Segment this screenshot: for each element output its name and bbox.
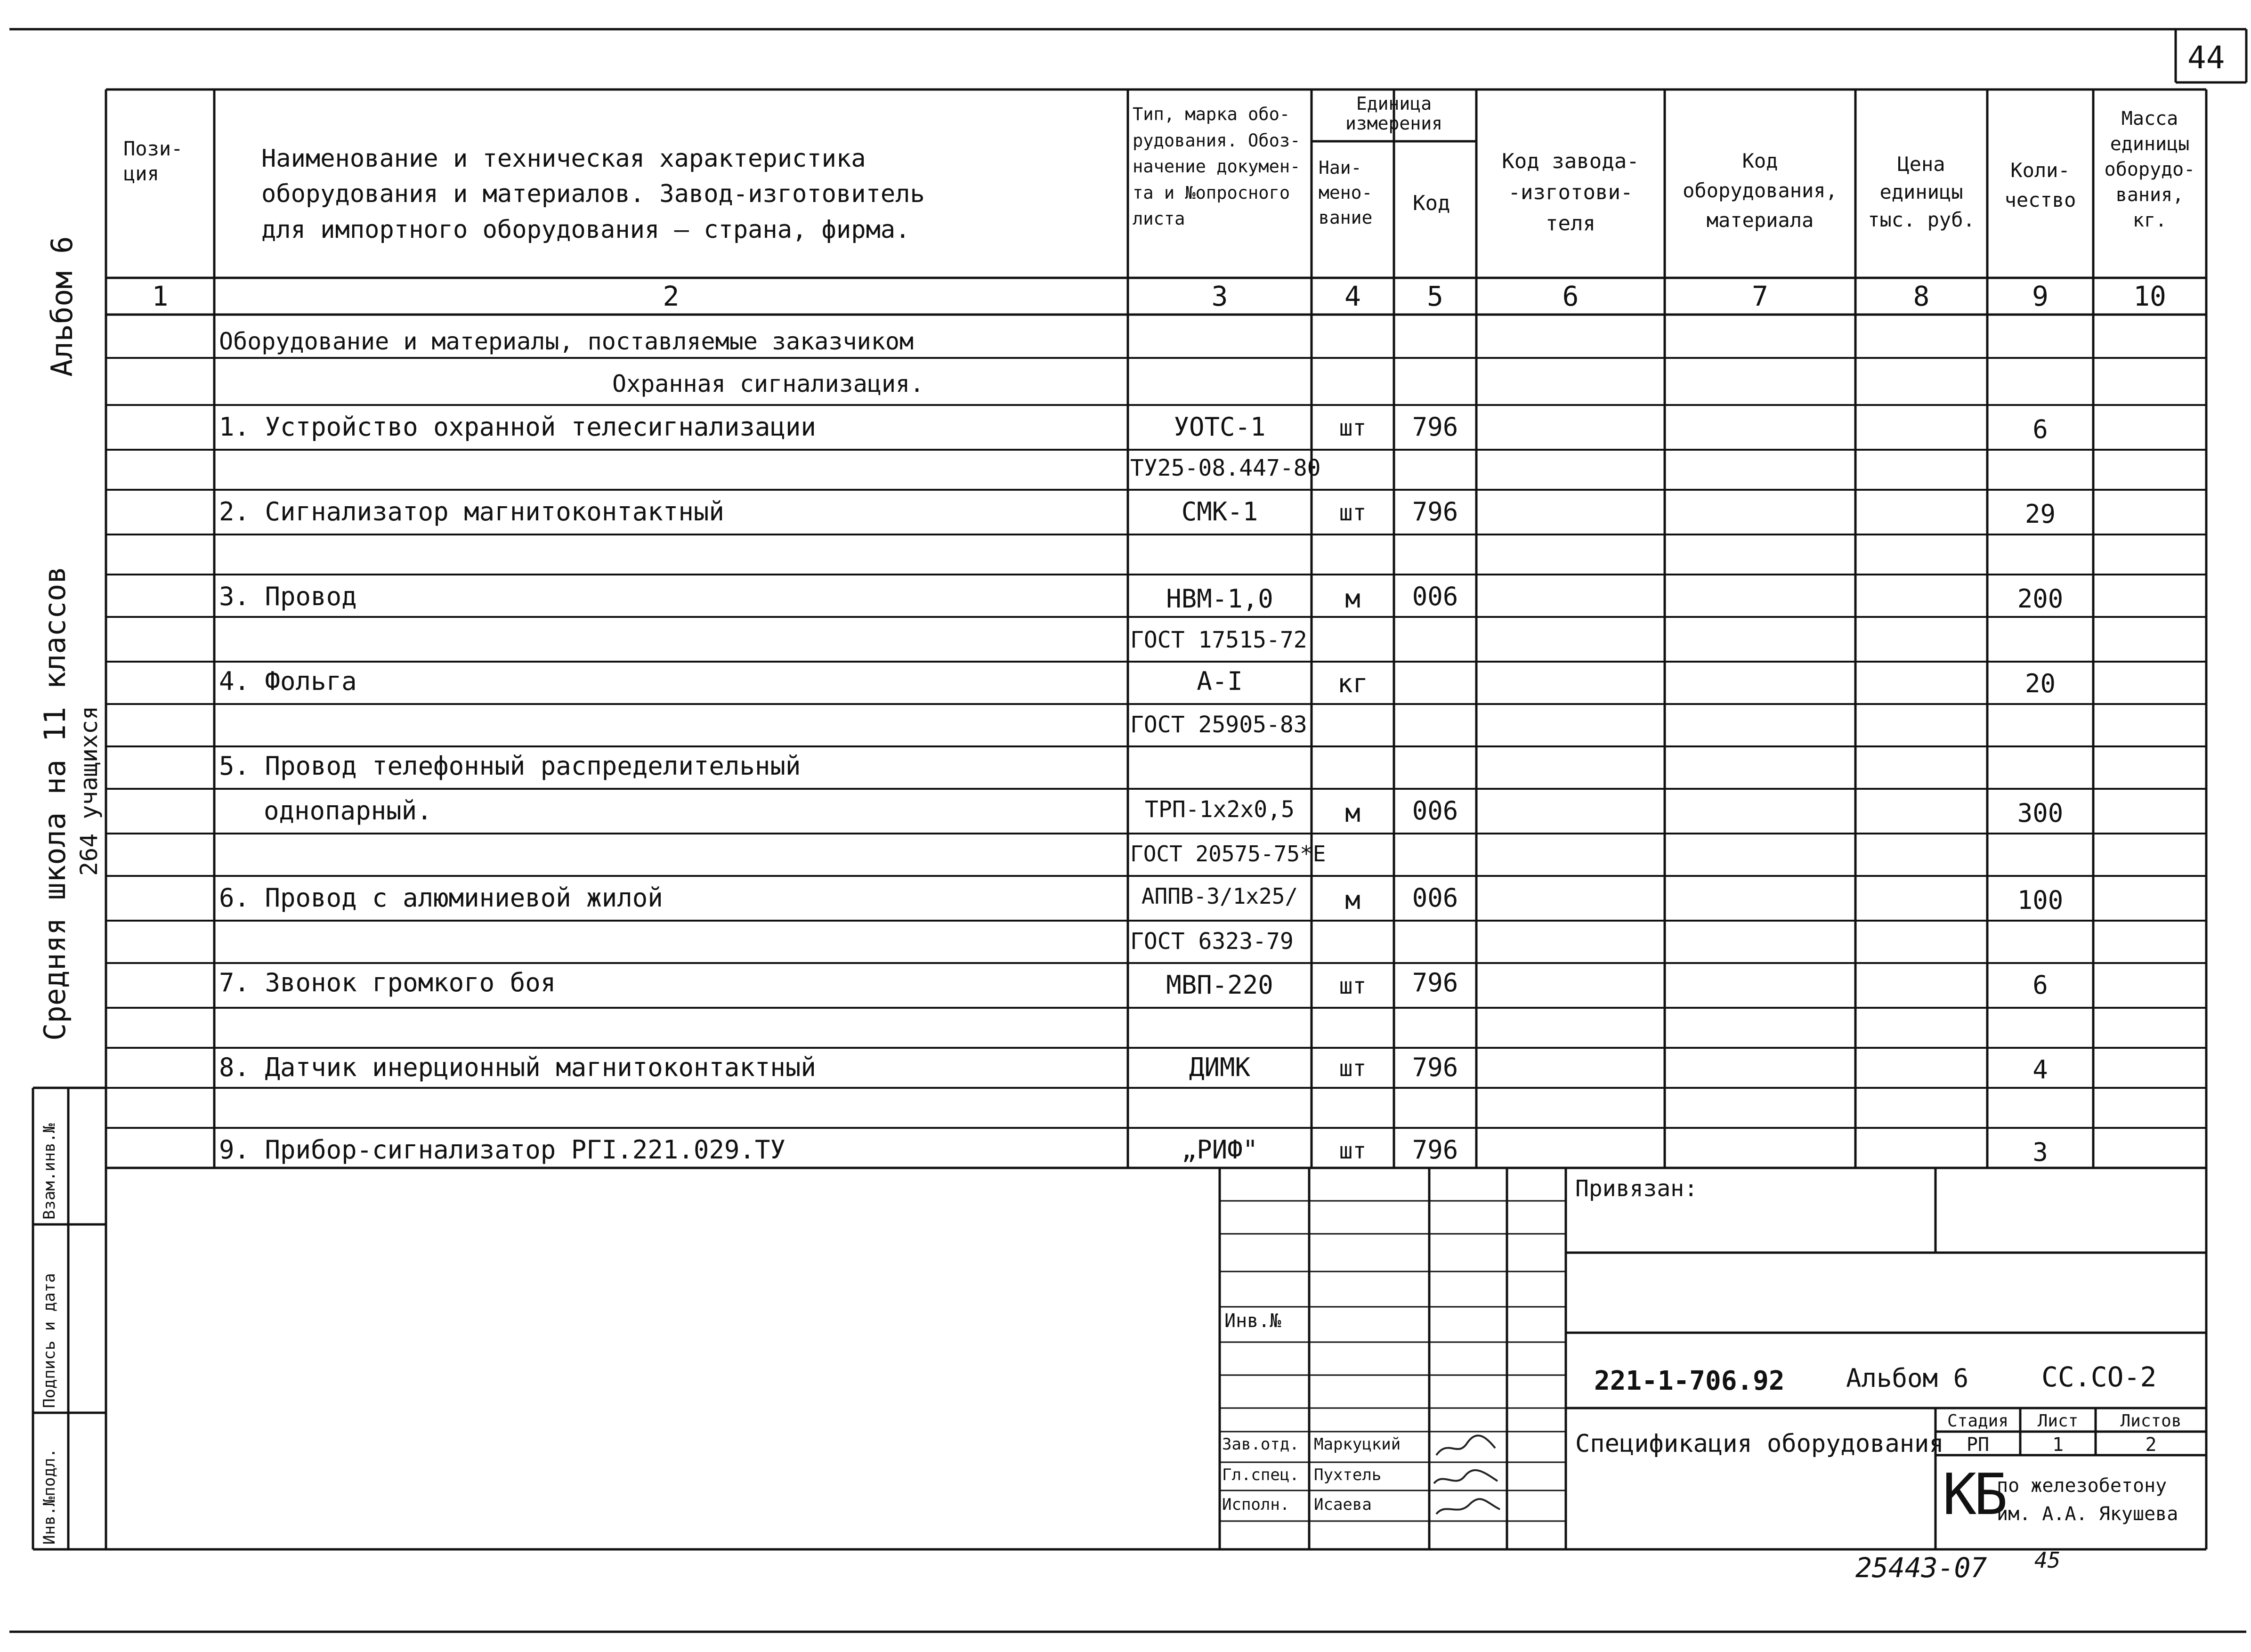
header-unit-name: Наи- мено- вание [1319, 157, 1373, 228]
item-qty: 200 [2017, 584, 2064, 614]
signer-name: Пухтель [1314, 1466, 1382, 1484]
item-standard: ГОСТ 25905-83 [1130, 712, 1307, 738]
col-number-2: 2 [663, 280, 680, 312]
signer-role: Зав.отд. [1222, 1435, 1299, 1454]
header-position: Пози- ция [123, 137, 183, 185]
item-code: 006 [1412, 582, 1458, 611]
inventory-label: Инв.№ [1224, 1310, 1281, 1332]
organization-line-1: по железобетону [1997, 1475, 2167, 1497]
bound-label: Привязан: [1575, 1175, 1698, 1202]
col-number-1: 1 [152, 280, 169, 312]
page-number: 44 [2187, 40, 2225, 76]
item-unit: шт [1339, 973, 1367, 999]
signature-executor [1436, 1499, 1500, 1514]
signature-head-of-dept [1436, 1435, 1495, 1455]
school-title: Средняя школа на 11 классов [38, 566, 72, 1041]
subsection-title: Охранная сигнализация. [612, 370, 924, 397]
document-code: 221-1-706.92 [1594, 1366, 1785, 1396]
signatures [1429, 1434, 1507, 1523]
stamp-signature: Подпись и дата [40, 1273, 59, 1408]
item-code: 796 [1412, 412, 1458, 442]
item-unit: шт [1339, 1138, 1367, 1164]
item-name-continued: однопарный. [264, 796, 432, 826]
stage-value: РП [1966, 1434, 1990, 1456]
signer-name: Исаева [1314, 1495, 1372, 1514]
header-type: Тип, марка обо- рудования. Обоз- начение докумен- та и №опросного листа [1133, 104, 1301, 229]
item-unit: шт [1339, 415, 1367, 441]
col-number-3: 3 [1211, 280, 1228, 312]
header-unit-code: Код [1413, 191, 1450, 215]
item-type: „РИФ" [1181, 1135, 1258, 1165]
item-standard: ГОСТ 20575-75*Е [1130, 841, 1326, 866]
organization-line-2: им. А.А. Якушева [1997, 1503, 2178, 1525]
item-name: 8. Датчик инерционный магнитоконтактный [219, 1053, 816, 1082]
item-unit: кг [1337, 669, 1368, 698]
item-qty: 29 [2024, 499, 2056, 529]
item-unit: м [1345, 584, 1360, 614]
signer-role: Исполн. [1222, 1495, 1290, 1514]
section-title: Оборудование и материалы, поставляемые заказчиком [219, 328, 914, 355]
item-type: ТРП-1х2х0,5 [1145, 796, 1295, 823]
item-unit: м [1345, 885, 1360, 915]
item-qty: 6 [2032, 970, 2048, 1000]
signer-name: Маркуцкий [1314, 1435, 1401, 1454]
col-number-4: 4 [1344, 280, 1361, 312]
header-equipment-code: Код оборудования, материала [1683, 149, 1838, 232]
archive-number: 25443-07 [1855, 1552, 1987, 1584]
col-number-10: 10 [2133, 280, 2166, 312]
item-type: СМК-1 [1181, 497, 1258, 526]
item-type: ДИМК [1189, 1053, 1251, 1082]
sheets-label: Листов [2120, 1411, 2182, 1431]
item-type: МВП-220 [1166, 970, 1273, 1000]
col-number-5: 5 [1427, 280, 1443, 312]
item-name: 2. Сигнализатор магнитоконтактный [219, 497, 724, 526]
item-type: НВМ-1,0 [1166, 584, 1273, 614]
item-code: 006 [1412, 796, 1458, 826]
item-qty: 300 [2017, 798, 2064, 828]
sheet-value: 1 [2052, 1434, 2064, 1456]
item-code: 006 [1412, 883, 1458, 913]
item-code: 796 [1412, 1135, 1458, 1165]
item-name: 5. Провод телефонный распределительный [219, 751, 801, 781]
item-type: А-I [1197, 666, 1243, 696]
header-price: Цена единицы тыс. руб. [1868, 153, 1975, 231]
item-qty: 6 [2032, 414, 2048, 444]
item-standard: ТУ25-08.447-80 [1130, 455, 1321, 481]
item-type: АППВ-3/1х25/ [1141, 883, 1298, 909]
item-name: 7. Звонок громкого боя [219, 968, 556, 997]
item-name: 1. Устройство охранной телесигнализации [219, 412, 816, 442]
item-standard: ГОСТ 6323-79 [1130, 928, 1294, 955]
item-qty: 3 [2032, 1137, 2048, 1167]
album-label: Альбом 6 [45, 236, 79, 377]
stamp-replacement: Взам.инв.№ [40, 1123, 59, 1220]
item-name: 3. Провод [219, 582, 357, 611]
item-qty: 100 [2017, 885, 2064, 915]
header-factory-code: Код завода- -изготови- теля [1502, 149, 1639, 235]
organization-logo: КБ [1943, 1462, 2005, 1528]
pupils-count: 264 учащихся [75, 705, 103, 876]
item-type: УОТС-1 [1174, 412, 1266, 442]
album-number: Альбом 6 [1846, 1363, 1969, 1393]
sheet-code: СС.СО-2 [2041, 1361, 2157, 1393]
col-number-6: 6 [1562, 280, 1579, 312]
header-quantity: Коли- чество [2004, 159, 2076, 211]
stage-label: Стадия [1947, 1411, 2009, 1431]
item-code: 796 [1412, 1053, 1458, 1082]
item-code: 796 [1412, 968, 1458, 997]
sheets-value: 2 [2145, 1434, 2157, 1456]
document-title: Спецификация оборудования [1575, 1430, 1944, 1458]
signature-chief-spec [1434, 1470, 1498, 1483]
sheet-label: Лист [2037, 1411, 2079, 1431]
col-number-7: 7 [1752, 280, 1768, 312]
item-unit: м [1345, 798, 1360, 828]
signer-role: Гл.спец. [1222, 1466, 1299, 1484]
header-name: Наименование и техническая характеристика оборудования и материалов. Завод-изготовитель для импортного оборудования — страна, фирма. [261, 145, 925, 244]
col-number-9: 9 [2032, 280, 2049, 312]
item-name: 6. Провод с алюминиевой жилой [219, 883, 663, 913]
item-qty: 4 [2032, 1055, 2048, 1085]
header-mass: Масса единицы оборудо- вания, кг. [2104, 108, 2195, 231]
item-unit: шт [1339, 500, 1367, 526]
header-unit-group: Единица измерения [1345, 93, 1442, 134]
page-reference: 45 [2034, 1547, 2061, 1573]
item-standard: ГОСТ 17515-72 [1130, 627, 1307, 653]
col-number-8: 8 [1913, 280, 1930, 312]
item-qty: 20 [2024, 669, 2056, 698]
item-code: 796 [1412, 497, 1458, 526]
stamp-inventory: Инв.№подл. [40, 1448, 59, 1545]
item-name: 4. Фольга [219, 666, 357, 696]
item-unit: шт [1339, 1055, 1367, 1082]
item-name: 9. Прибор-сигнализатор РГI.221.029.ТУ [219, 1135, 785, 1165]
